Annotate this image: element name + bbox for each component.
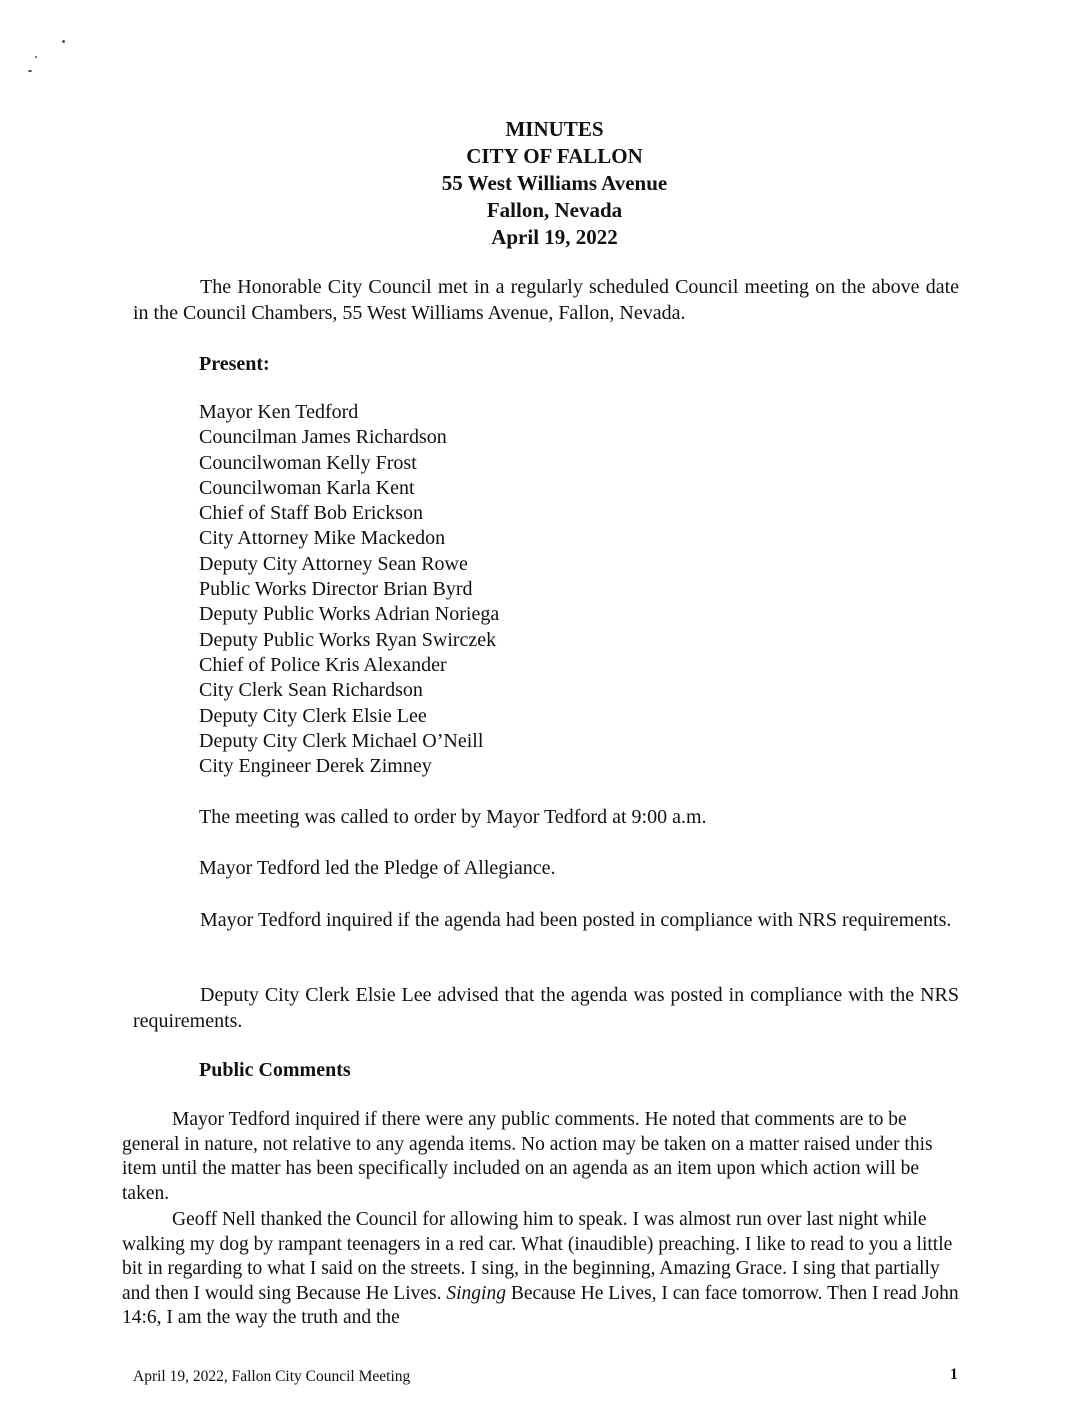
intro-text: The Honorable City Council met in a regularly scheduled Council meeting on the above date in the Council Chambers, 55 West Williams Avenue, Fallon, Nevada.	[133, 276, 959, 324]
scan-speck	[28, 70, 32, 72]
attendee-item: Deputy City Clerk Elsie Lee	[199, 704, 427, 727]
attendee-item: City Engineer Derek Zimney	[199, 755, 432, 778]
public-comments-paragraph	[122, 1108, 960, 1206]
geoff-comment-paragraph	[122, 1208, 960, 1331]
attendee-item: Deputy Public Works Ryan Swirczek	[199, 628, 497, 651]
agenda-advice-paragraph	[133, 982, 959, 1034]
scan-speck	[62, 40, 65, 43]
attendee-item: Councilwoman Kelly Frost	[199, 451, 417, 474]
agenda-advice-text: Deputy City Clerk Elsie Lee advised that the agenda was posted in compliance with the NRS requirements.	[133, 984, 959, 1032]
header-address: 55 West Williams Avenue	[441, 171, 668, 195]
header-city: CITY OF FALLON	[466, 144, 643, 168]
present-heading: Present:	[199, 353, 270, 375]
public-comments-text: Mayor Tedford inquired if there were any public comments. He noted that comments are to be general in nature, not relative to any agenda items. No action may be taken on a matter raised under this item until the matter has been specifically included on an agenda as an item upon which action will be taken.	[122, 1109, 933, 1204]
attendee-item: City Clerk Sean Richardson	[199, 679, 423, 702]
document-header	[0, 116, 1083, 251]
geoff-comment-italic: Singing	[446, 1282, 506, 1304]
attendee-item: Deputy City Clerk Michael O’Neill	[199, 729, 484, 752]
attendee-item: Mayor Ken Tedford	[199, 401, 359, 423]
footer-meeting-label: April 19, 2022, Fallon City Council Meeting	[133, 1368, 411, 1385]
attendee-item: City Attorney Mike Mackedon	[199, 527, 446, 550]
scan-speck	[35, 56, 37, 58]
attendee-item: Deputy Public Works Adrian Noriega	[199, 603, 500, 626]
attendee-item: Public Works Director Brian Byrd	[199, 578, 473, 601]
geoff-comment-text-1: Geoff Nell thanked the Council for allowing him to speak. I was almost run over last night while walking my dog by rampant teenagers in a red car. What (inaudible) preaching. I like to read to you a little bit in regarding to what I said on the streets. I sing, in the beginning, Amazing Grace. I sing that partially and then I would sing Because He Lives.	[122, 1209, 953, 1304]
attendee-item: Councilman James Richardson	[199, 426, 447, 449]
call-to-order: The meeting was called to order by Mayor Tedford at 9:00 a.m.	[199, 806, 707, 828]
header-title: MINUTES	[505, 117, 604, 141]
header-date: April 19, 2022	[491, 225, 618, 249]
intro-paragraph	[133, 274, 959, 326]
attendee-item: Chief of Police Kris Alexander	[199, 653, 447, 676]
header-location: Fallon, Nevada	[486, 198, 623, 222]
public-comments-heading: Public Comments	[199, 1059, 351, 1081]
page-number: 1	[950, 1366, 958, 1383]
attendee-list	[199, 400, 499, 779]
geoff-comment-text-2: Because He Lives, I can face tomorrow. Then I read John 14:6, I am the way the truth and the	[122, 1282, 959, 1328]
attendee-item: Councilwoman Karla Kent	[199, 476, 415, 499]
agenda-inquiry-text: Mayor Tedford inquired if the agenda had been posted in compliance with NRS requirements.	[200, 909, 952, 931]
attendee-item: Deputy City Attorney Sean Rowe	[199, 552, 468, 575]
pledge-line: Mayor Tedford led the Pledge of Allegiance.	[199, 857, 556, 879]
attendee-item: Chief of Staff Bob Erickson	[199, 502, 424, 525]
agenda-inquiry-paragraph	[133, 907, 959, 933]
